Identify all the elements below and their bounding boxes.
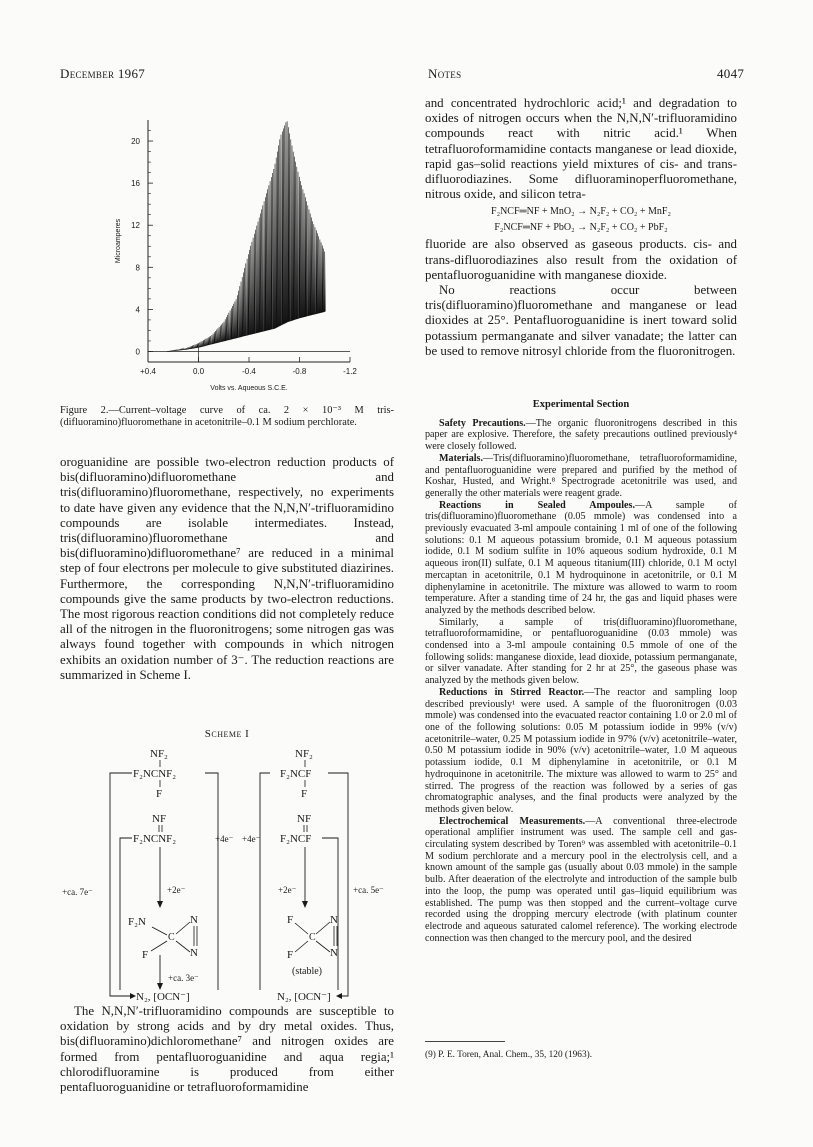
scheme-nf-right: NF xyxy=(297,813,312,825)
page-number: 4047 xyxy=(717,66,745,81)
scheme-nf-left: NF xyxy=(152,813,167,825)
current-voltage-chart xyxy=(100,100,400,400)
right-paragraph-1: and concentrated hydrochloric acid;¹ and degradation to oxides of nitrogen occurs when the N,N,N′-trifluoramidino compounds react with nitric acid.¹ When tetrafluoroformamidine contacts manganese or lead dioxide, rapid gas–solid reactions yield mixtures of cis- and trans-difluorodiazines. Some difluoraminoperfluoromethane, nitrous oxide, and silicon tetra- xyxy=(425,96,737,202)
scheme-compound-right-1: F₂NCF xyxy=(280,768,312,780)
ampoules-text: —A sample of tris(difluoramino)fluoromethane (0.05 mmole) was condensed into a previously evacuated 3-ml ampoule containing 1 ml of one of the following solutions: 0.1 M aqueous potassium bromide, 0.1 M aqueous potassium iodide, 0.1 M sodium sulfite in 10% aqueous sodium hydroxide, 0.1 M aqueous iron(II) sulfate, 0.1 M aqueous titanium(III) chloride, 0.1 M octyl mercaptan in acetonitrile, 0.1 M hydroquinone in acetonitrile, or 0.1 M diphenylamine in acetonitrile. The mixture was allowed to warm to room temperature. After a standing time of 24 hr, the gas and liquid phases were analyzed by the methods described below. xyxy=(425,499,737,616)
plot-area xyxy=(115,120,357,392)
y-tick-label: 8 xyxy=(135,263,140,273)
scheme-diazirine-left-c: C xyxy=(168,932,175,943)
current-trace xyxy=(167,121,325,351)
left-column-text-2 xyxy=(60,1004,394,1095)
x-tick-label: 0.0 xyxy=(192,367,205,376)
scheme-compound-left-2: F₂NCNF₂ xyxy=(133,833,177,845)
stirred-heading: Reductions in Stirred Reactor. xyxy=(439,686,585,698)
scheme-nf2-left: NF₂ xyxy=(150,748,168,760)
scheme-7e: +ca. 7e⁻ xyxy=(62,887,93,897)
figure-label: Figure 2. xyxy=(60,405,109,416)
scheme-2e-left: +2e⁻ xyxy=(167,885,186,895)
ampoules-heading: Reactions in Sealed Ampoules. xyxy=(439,499,635,511)
right-paragraph-2: fluoride are also observed as gaseous products. cis- and trans-difluorodiazines also result from the oxidation of pentafluoroguanidine with manganese dioxide. xyxy=(425,237,737,282)
y-axis-label: Microamperes xyxy=(115,218,122,264)
scheme-diazirine-left-f: F xyxy=(142,949,149,961)
stirred-text: —The reactor and sampling loop described previously¹ were used. A sample of the fluoronitrogen (0.03 mmole) was condensed into the evacuated reactor containing 1.0 or 2.0 ml of one of the following solutions: 0.05 M potassium iodide in 99% (v/v) acetonitrile–water, 0.25 M potassium iodide in 97% (v/v) acetonitrile–water, 0.50 M potassium iodide in 90% (v/v) acetonitrile–water, 1.0 M aqueous potassium iodide, 0.1 M diphenylamine in acetonitrile, or 0.1 M hydroquinone in acetonitrile. The mixture was allowed to warm to 25° and stirred. The progress of the reaction was followed by a series of gas chromatographic analyses, and the final products were analyzed by the methods given below. xyxy=(425,686,738,815)
materials-heading: Materials. xyxy=(439,452,484,464)
right-paragraph-3: No reactions occur between tris(difluoramino)fluoromethane and manganese or lead dioxides at 25°. Pentafluoroguanidine is inert toward solid potassium permanganate and silver vanadate; the latter can be used to remove nitrosyl chloride from the fluoronitrogen. xyxy=(425,283,737,358)
left-paragraph-1: oroguanidine are possible two-electron reduction products of bis(difluoramino)difluoromethane and tris(difluoramino)fluoromethane, respectively, no experiments to date have given any evidence that the N,N,N′-trifluoramidino compounds are isolable intermediates. Instead, tris(difluoramino)fluoromethane and bis(difluoramino)difluoromethane⁷ are reduced in a minimal step of four electrons per molecule to give substituted diazirines. Furthermore, the corresponding N,N,N′-trifluoramidino compounds give the same products by two-electron reductions. The most rigorous reaction conditions did not completely reduce all of the nitrogen in the fluoronitrogens; some nitrogen gas was always found together with compounds in which nitrogen exhibits an oxidation number of 3⁻. The reduction reactions are summarized in Scheme I. xyxy=(60,455,394,682)
y-tick-label: 12 xyxy=(131,221,140,231)
y-tick-label: 4 xyxy=(135,305,140,315)
scheme-3e: +ca. 3e⁻ xyxy=(168,973,199,983)
scheme-compound-right-2: F₂NCF xyxy=(280,833,312,845)
scheme-5e: +ca. 5e⁻ xyxy=(353,885,384,895)
figure-caption-text: —Current–voltage curve of ca. 2 × 10⁻³ M tris-(difluoramino)fluoromethane in acetonitrile–0.1 M sodium perchlorate. xyxy=(60,405,394,428)
scheme-diazirine-right-c: C xyxy=(309,932,316,943)
materials-text: —Tris(difluoramino)fluoromethane, tetrafluoroformamidine, and pentafluoroguanidine were prepared and purified by the method of Koshar, Husted, and Wright.⁸ Spectrograde acetonitrile was used, and generally the other materials were reagent grade. xyxy=(425,452,737,499)
x-tick-label: -0.8 xyxy=(292,367,307,376)
scheme-f-left: F xyxy=(156,788,163,800)
similarly-paragraph: Similarly, a sample of tris(difluoramino)fluoromethane, tetrafluoroformamidine, or pentafluoroguanidine (0.03 mmole) was condensed into a 3-ml ampoule containing 0.5 mmole of one of the following solids: manganese dioxide, lead dioxide, potassium permanganate, or silver vanadate. After standing for 2 hr at 25°, the gaseous phase was analyzed by the methods given below. xyxy=(425,616,737,687)
equation-2: F₂NCF═NF + PbO₂ → N₂F₂ + CO₂ + PbF₂ xyxy=(494,222,668,234)
y-tick-label: 0 xyxy=(135,347,140,357)
scheme-4e-left: +4e⁻ xyxy=(215,834,234,844)
electrochem-heading: Electrochemical Measurements. xyxy=(439,815,586,827)
scheme-product-left: N₂, [OCN⁻] xyxy=(136,991,190,1003)
scheme-compound-left-1: F₂NCNF₂ xyxy=(133,768,177,780)
y-tick-label: 16 xyxy=(131,179,140,189)
footnote: (9) P. E. Toren, Anal. Chem., 35, 120 (1963). xyxy=(425,1050,593,1060)
scheme-title: Scheme I xyxy=(204,728,250,740)
safety-text: —The organic fluoronitrogens described in this paper are explosive. Therefore, the safety precautions outlined previously⁴ were closely followed. xyxy=(425,417,737,453)
x-tick-label: -0.4 xyxy=(242,367,256,376)
y-tick-label: 20 xyxy=(131,137,140,147)
equation-1: F₂NCF═NF + MnO₂ → N₂F₂ + CO₂ + MnF₂ xyxy=(491,206,671,218)
safety-heading: Safety Precautions. xyxy=(439,417,526,429)
experimental-section xyxy=(425,390,737,944)
scheme-product-right: N₂, [OCN⁻] xyxy=(277,991,331,1003)
x-axis-label: Volts vs. Aqueous S.C.E. xyxy=(210,385,288,392)
scheme-diazirine-left-f2n: F₂N xyxy=(128,916,146,928)
scheme-f-right: F xyxy=(301,788,308,800)
figure-caption xyxy=(60,405,394,429)
scheme-nf2-right: NF₂ xyxy=(295,748,313,760)
scheme-stable-label: (stable) xyxy=(292,966,322,977)
x-tick-label: -1.2 xyxy=(343,367,357,376)
scheme-4e-right: +4e⁻ xyxy=(242,834,261,844)
left-paragraph-2: The N,N,N′-trifluoramidino compounds are susceptible to oxidation by strong acids and by dry metal oxides. Thus, bis(difluoramino)dichloromethane⁷ and nitrogen oxides are formed from pentafluoroguanidine and aqua regia;¹ chlorodifluoramine is produced from either pentafluoroguanidine or tetrafluoroformamidine xyxy=(60,1004,394,1095)
x-tick-label: +0.4 xyxy=(140,367,156,376)
running-header-date: December 1967 xyxy=(60,66,146,81)
left-column-text xyxy=(60,455,394,683)
scheme-diazirine-left-n1: N xyxy=(190,914,198,926)
footnote-rule xyxy=(425,1041,505,1042)
scheme-diazirine-left-n2: N xyxy=(190,947,198,959)
running-header-section: Notes xyxy=(428,66,462,81)
section-title: Experimental Section xyxy=(532,399,630,410)
electrochem-text: —A conventional three-electrode operational amplifier instrument was used. The sample cell and gas-circulating system described by Toren⁹ was assembled with acetonitrile–0.1 M sodium perchlorate and a mercury pool in the electrolysis cell, and a known amount of the sample gas (usually about 0.03 mmole) in the sample bulb. After deaeration of the electrolyte and introduction of the sample bulb into the loop, the pump was operated until gas–liquid equilibrium was established. The pump was then stopped and the current–voltage curve recorded using the dropping mercury electrode (with platinum counter electrode and aqueous saturated calomel reference). The working electrode connection was then changed to the mercury pool, and the desired xyxy=(425,815,737,944)
scheme-diazirine-right-n1: N xyxy=(330,914,338,926)
scheme-diazirine-right-f1: F xyxy=(287,914,294,926)
scheme-diazirine-right-f2: F xyxy=(287,949,294,961)
scheme-diazirine-right-n2: N xyxy=(330,947,338,959)
scheme-2e-right: +2e⁻ xyxy=(278,885,297,895)
scheme-diagram xyxy=(60,745,400,1003)
right-column-text xyxy=(425,96,737,359)
